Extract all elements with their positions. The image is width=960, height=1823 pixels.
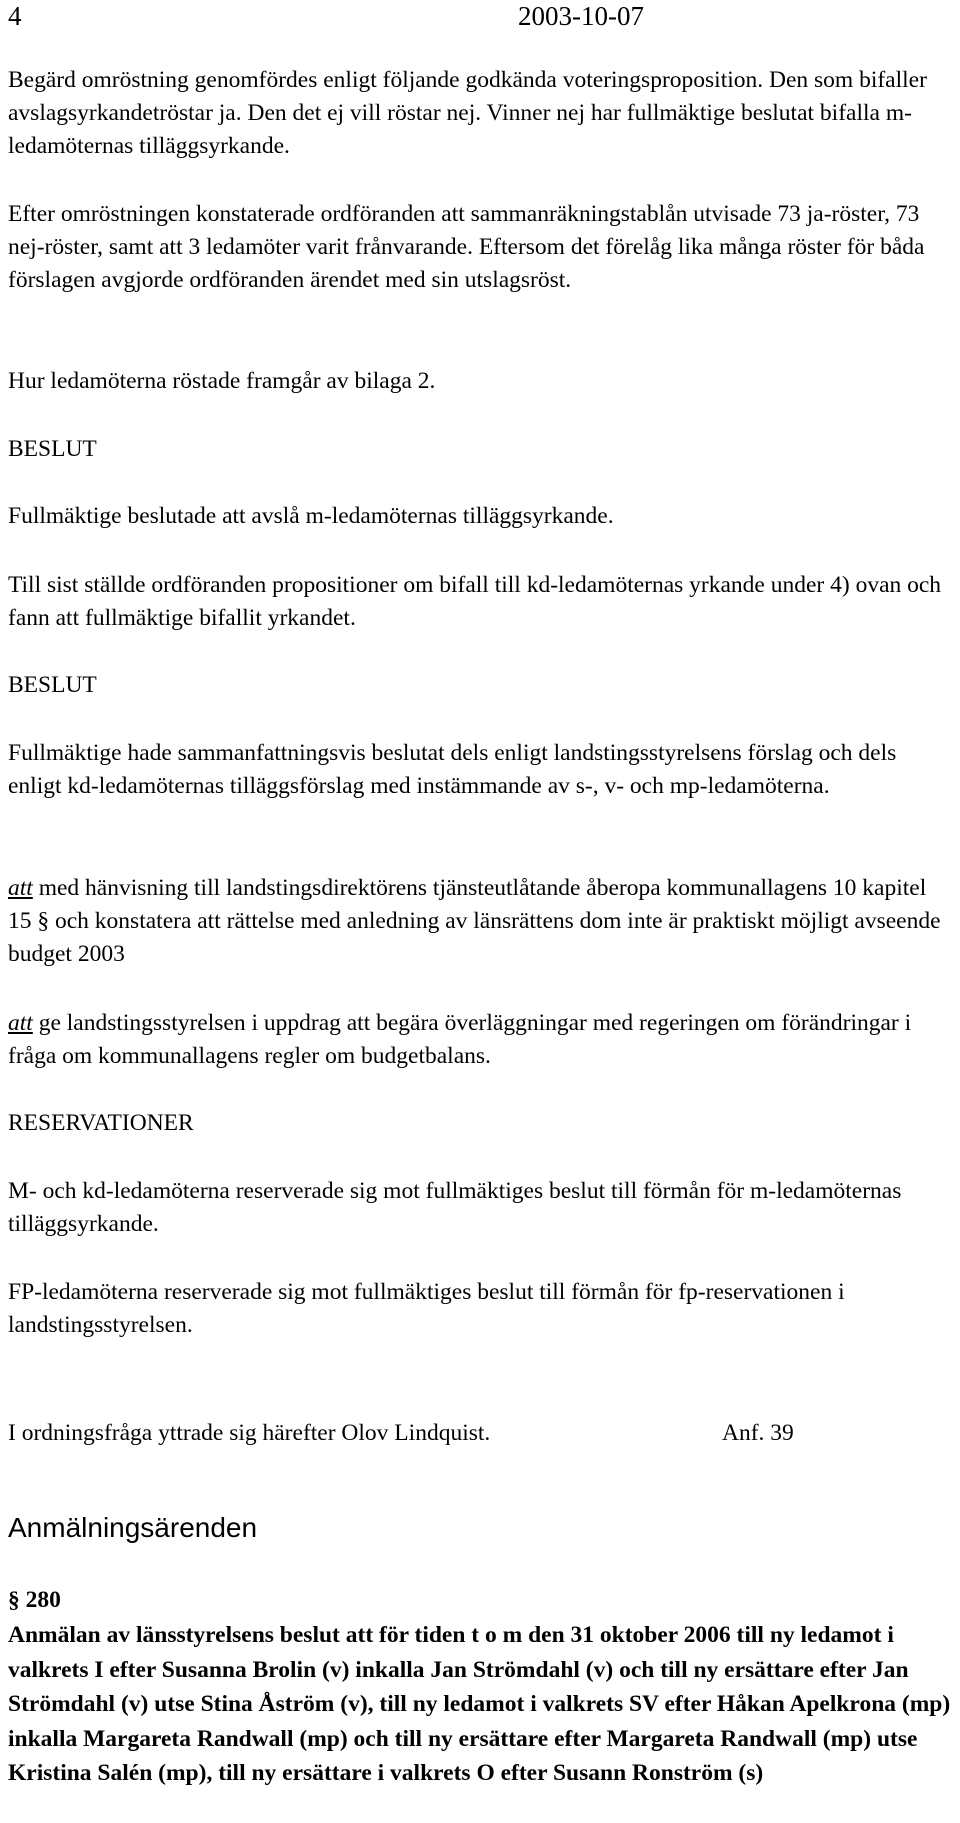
beslut-text-1: Fullmäktige beslutade att avslå m-ledamöternas tilläggsyrkande. — [8, 503, 614, 529]
att-clause-1 — [8, 872, 953, 971]
case-number: § 280 — [8, 1587, 61, 1613]
case-description: Anmälan av länsstyrelsens beslut att för tiden t o m den 31 oktober 2006 till ny ledamot i valkrets I efter Susanna Brolin (v) inkalla Jan Strömdahl (v) och till ny ersättare efter Jan Strömdahl (v) utse Stina Åström (v), till ny ledamot i valkrets SV efter Håkan Apelkrona (mp) inkalla Margareta Randwall (mp) och till ny ersättare efter Margareta Randwall (mp) utse Kristina Salén (mp), till ny ersättare i valkrets O efter Susann Ronström (s) — [8, 1622, 951, 1786]
att-clause-2 — [8, 1007, 953, 1073]
beslut-text-2: Fullmäktige hade sammanfattningsvis beslutat dels enligt landstingsstyrelsens förslag och dels enligt kd-ledamöternas tilläggsförslag med instämmande av s-, v- och mp-ledamöterna. — [8, 740, 897, 799]
att-text-2: ge landstingsstyrelsen i uppdrag att begära överläggningar med regeringen om förändringar i fråga om kommunallagens regler om budgetbalans. — [8, 1010, 912, 1069]
anforande-number: Anf. 39 — [722, 1420, 794, 1446]
reservation-1: M- och kd-ledamöterna reserverade sig mot fullmäktiges beslut till förmån för m-ledamöternas tilläggsyrkande. — [8, 1178, 902, 1237]
voting-paragraph: Begärd omröstning genomfördes enligt följande godkända voteringsproposition. Den som bifaller avslagsyrkandetröstar ja. Den det ej vill röstar nej. Vinner nej har fullmäktige beslutat bifalla m-ledamöternas tilläggsyrkande. — [8, 67, 927, 159]
att-word-1: att — [8, 875, 33, 901]
att-text-1: med hänvisning till landstingsdirektörens tjänsteutlåtande åberopa kommunallagens 10 kapitel 15 § och konstatera att rättelse med anledning av länsrättens dom inte är praktiskt möjligt avseende budget 2003 — [8, 875, 941, 967]
document-date: 2003-10-07 — [518, 1, 644, 31]
count-paragraph: Efter omröstningen konstaterade ordföranden att sammanräkningstablån utvisade 73 ja-röster, 73 nej-röster, samt att 3 ledamöter varit frånvarande. Eftersom det förelåg lika många röster för båda förslagen avgjorde ordföranden ärendet med sin utslagsröst. — [8, 201, 925, 293]
reservationer-heading: RESERVATIONER — [8, 1110, 194, 1136]
appendix-paragraph: Hur ledamöterna röstade framgår av bilaga 2. — [8, 368, 436, 394]
att-word-2: att — [8, 1010, 33, 1036]
page-number: 4 — [8, 1, 22, 31]
ordningsfraga-text: I ordningsfråga yttrade sig härefter Olov Lindquist. — [8, 1420, 491, 1446]
section-heading: Anmälningsärenden — [8, 1512, 258, 1543]
beslut-heading-1: BESLUT — [8, 436, 97, 462]
proposition-paragraph: Till sist ställde ordföranden propositioner om bifall till kd-ledamöternas yrkande under 4) ovan och fann att fullmäktige bifallit yrkandet. — [8, 572, 942, 631]
beslut-heading-2: BESLUT — [8, 672, 97, 698]
reservation-2: FP-ledamöterna reserverade sig mot fullmäktiges beslut till förmån för fp-reservationen i landstingsstyrelsen. — [8, 1279, 845, 1338]
